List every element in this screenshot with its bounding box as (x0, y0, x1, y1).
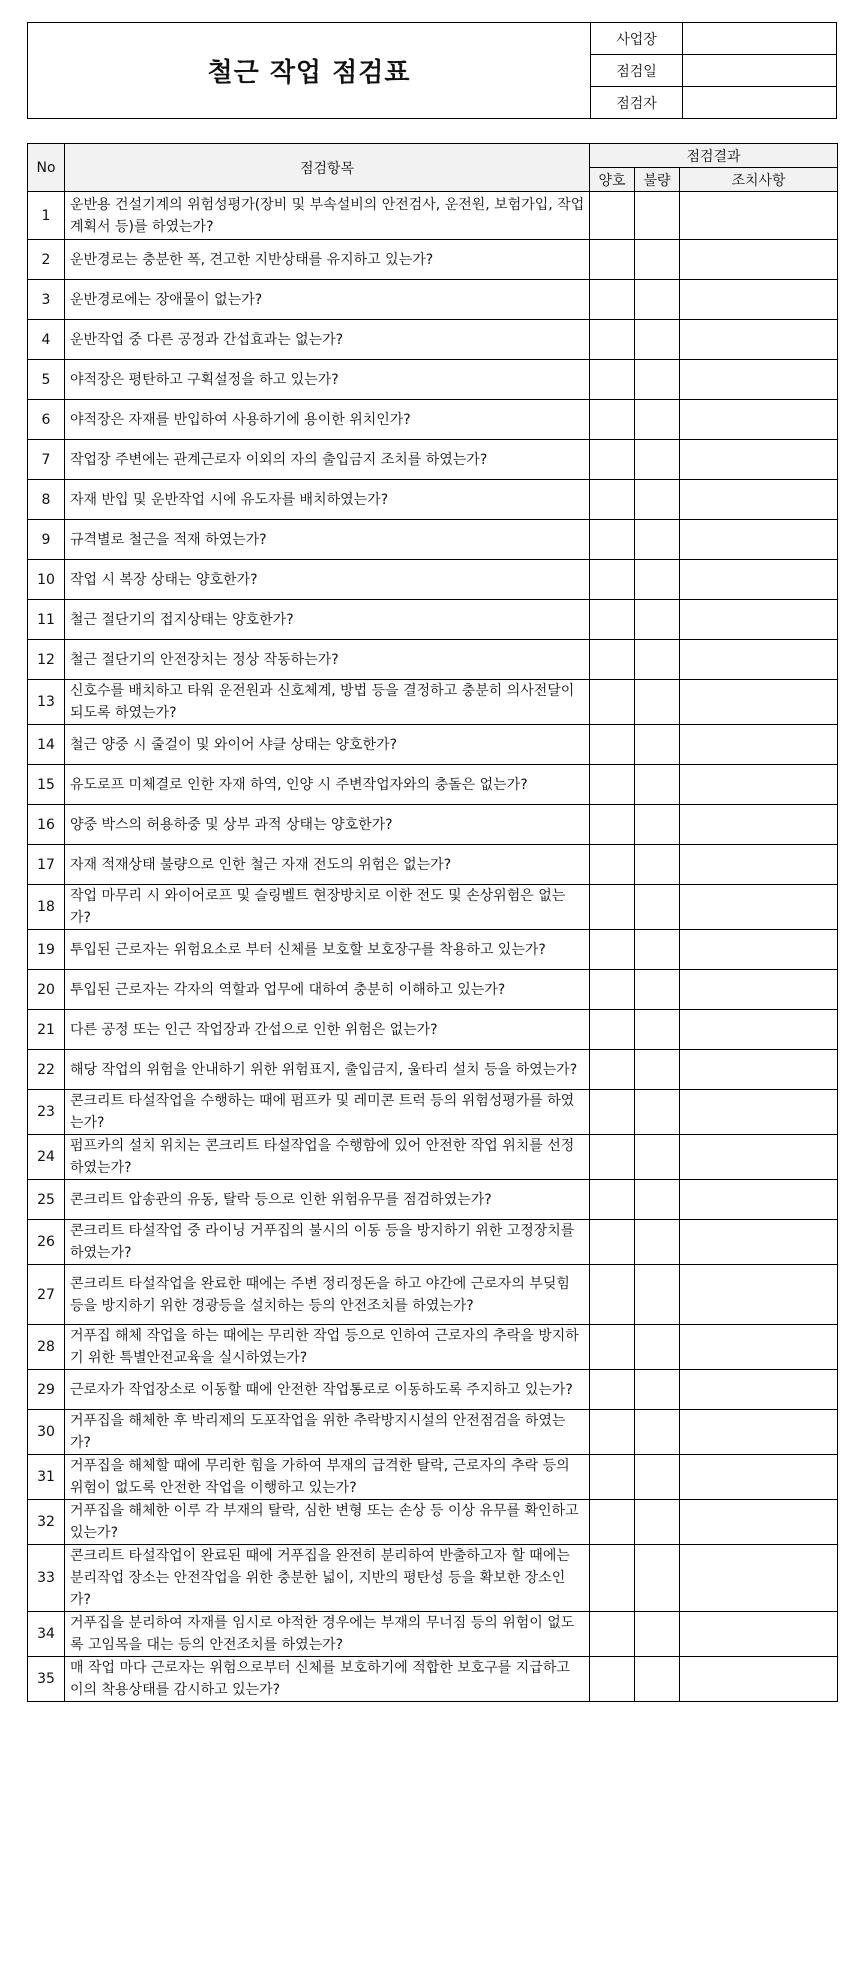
bad-cell[interactable] (635, 640, 680, 680)
document-title: 철근 작업 점검표 (28, 23, 591, 118)
action-cell[interactable] (680, 1090, 838, 1135)
checklist-body (28, 192, 838, 1702)
action-cell[interactable] (680, 400, 838, 440)
good-cell[interactable] (590, 845, 635, 885)
row-check-item: 거푸집을 해체한 이루 각 부재의 탈락, 심한 변형 또는 손상 등 이상 유무를 확인하고 있는가? (65, 1500, 590, 1545)
row-check-item: 야적장은 자재를 반입하여 사용하기에 용이한 위치인가? (65, 400, 590, 440)
good-cell[interactable] (590, 280, 635, 320)
row-check-item: 야적장은 평탄하고 구획설정을 하고 있는가? (65, 360, 590, 400)
action-cell[interactable] (680, 320, 838, 360)
row-check-item: 자재 반입 및 운반작업 시에 유도자를 배치하였는가? (65, 480, 590, 520)
bad-cell[interactable] (635, 1455, 680, 1500)
good-cell[interactable] (590, 360, 635, 400)
header-action: 조치사항 (680, 168, 838, 192)
row-number: 17 (28, 845, 65, 885)
table-row (28, 440, 838, 480)
action-cell[interactable] (680, 600, 838, 640)
action-cell[interactable] (680, 360, 838, 400)
good-cell[interactable] (590, 805, 635, 845)
bad-cell[interactable] (635, 1500, 680, 1545)
good-cell[interactable] (590, 1090, 635, 1135)
row-number: 14 (28, 725, 65, 765)
good-cell[interactable] (590, 1220, 635, 1265)
action-cell[interactable] (680, 1410, 838, 1455)
row-number: 24 (28, 1135, 65, 1180)
meta-row-inspector (591, 87, 836, 118)
action-cell[interactable] (680, 1370, 838, 1410)
row-check-item: 철근 절단기의 안전장치는 정상 작동하는가? (65, 640, 590, 680)
table-row (28, 1010, 838, 1050)
row-number: 1 (28, 192, 65, 240)
action-cell[interactable] (680, 765, 838, 805)
good-cell[interactable] (590, 1265, 635, 1325)
good-cell[interactable] (590, 680, 635, 725)
action-cell[interactable] (680, 680, 838, 725)
bad-cell[interactable] (635, 440, 680, 480)
good-cell[interactable] (590, 1010, 635, 1050)
date-label: 점검일 (591, 55, 683, 86)
row-number: 26 (28, 1220, 65, 1265)
good-cell[interactable] (590, 440, 635, 480)
header-block (27, 22, 837, 119)
action-cell[interactable] (680, 1180, 838, 1220)
bad-cell[interactable] (635, 845, 680, 885)
meta-row-date (591, 55, 836, 87)
action-cell[interactable] (680, 240, 838, 280)
action-cell[interactable] (680, 930, 838, 970)
action-cell[interactable] (680, 885, 838, 930)
row-number: 23 (28, 1090, 65, 1135)
bad-cell[interactable] (635, 970, 680, 1010)
good-cell[interactable] (590, 930, 635, 970)
table-row (28, 1220, 838, 1265)
bad-cell[interactable] (635, 1410, 680, 1455)
bad-cell[interactable] (635, 600, 680, 640)
table-row (28, 192, 838, 240)
row-check-item: 운반작업 중 다른 공정과 간섭효과는 없는가? (65, 320, 590, 360)
table-row (28, 1135, 838, 1180)
bad-cell[interactable] (635, 765, 680, 805)
table-row (28, 600, 838, 640)
bad-cell[interactable] (635, 320, 680, 360)
good-cell[interactable] (590, 1612, 635, 1657)
row-number: 30 (28, 1410, 65, 1455)
table-row (28, 640, 838, 680)
site-value-field[interactable] (683, 23, 836, 54)
row-number: 11 (28, 600, 65, 640)
row-number: 33 (28, 1545, 65, 1612)
row-check-item: 콘크리트 타설작업을 수행하는 때에 펌프카 및 레미콘 트럭 등의 위험성평가를 하였는가? (65, 1090, 590, 1135)
header-result-group: 점검결과 (590, 144, 838, 168)
good-cell[interactable] (590, 1410, 635, 1455)
row-check-item: 콘크리트 타설작업 중 라이닝 거푸집의 불시의 이동 등을 방지하기 위한 고정장치를 하였는가? (65, 1220, 590, 1265)
table-row (28, 1545, 838, 1612)
bad-cell[interactable] (635, 192, 680, 240)
header-no: No (28, 144, 65, 192)
date-value-field[interactable] (683, 55, 836, 86)
action-cell[interactable] (680, 1050, 838, 1090)
table-row (28, 1180, 838, 1220)
inspector-label: 점검자 (591, 87, 683, 118)
table-row (28, 680, 838, 725)
good-cell[interactable] (590, 1135, 635, 1180)
row-check-item: 해당 작업의 위험을 안내하기 위한 위험표지, 출입금지, 울타리 설치 등을 하였는가? (65, 1050, 590, 1090)
bad-cell[interactable] (635, 1657, 680, 1702)
row-number: 16 (28, 805, 65, 845)
action-cell[interactable] (680, 1220, 838, 1265)
action-cell[interactable] (680, 1325, 838, 1370)
table-row (28, 1500, 838, 1545)
good-cell[interactable] (590, 320, 635, 360)
action-cell[interactable] (680, 1500, 838, 1545)
action-cell[interactable] (680, 440, 838, 480)
good-cell[interactable] (590, 640, 635, 680)
good-cell[interactable] (590, 520, 635, 560)
row-number: 19 (28, 930, 65, 970)
row-number: 12 (28, 640, 65, 680)
good-cell[interactable] (590, 400, 635, 440)
action-cell[interactable] (680, 640, 838, 680)
good-cell[interactable] (590, 1325, 635, 1370)
table-row (28, 1410, 838, 1455)
bad-cell[interactable] (635, 725, 680, 765)
action-cell[interactable] (680, 520, 838, 560)
row-number: 9 (28, 520, 65, 560)
row-check-item: 작업장 주변에는 관계근로자 이외의 자의 출입금지 조치를 하였는가? (65, 440, 590, 480)
header-item: 점검항목 (65, 144, 590, 192)
bad-cell[interactable] (635, 805, 680, 845)
row-check-item: 유도로프 미체결로 인한 자재 하역, 인양 시 주변작업자와의 충돌은 없는가? (65, 765, 590, 805)
row-number: 8 (28, 480, 65, 520)
action-cell[interactable] (680, 845, 838, 885)
row-number: 21 (28, 1010, 65, 1050)
row-check-item: 신호수를 배치하고 타워 운전원과 신호체계, 방법 등을 결정하고 충분히 의사전달이 되도록 하였는가? (65, 680, 590, 725)
row-number: 4 (28, 320, 65, 360)
table-row (28, 765, 838, 805)
table-row (28, 1612, 838, 1657)
action-cell[interactable] (680, 560, 838, 600)
table-row (28, 1657, 838, 1702)
action-cell[interactable] (680, 1545, 838, 1612)
table-row (28, 280, 838, 320)
bad-cell[interactable] (635, 280, 680, 320)
row-number: 6 (28, 400, 65, 440)
table-row (28, 845, 838, 885)
row-check-item: 자재 적재상태 불량으로 인한 철근 자재 전도의 위험은 없는가? (65, 845, 590, 885)
table-row (28, 970, 838, 1010)
bad-cell[interactable] (635, 1370, 680, 1410)
table-row (28, 1090, 838, 1135)
good-cell[interactable] (590, 1657, 635, 1702)
good-cell[interactable] (590, 725, 635, 765)
good-cell[interactable] (590, 1180, 635, 1220)
bad-cell[interactable] (635, 1325, 680, 1370)
table-row (28, 320, 838, 360)
row-number: 15 (28, 765, 65, 805)
table-row (28, 885, 838, 930)
row-check-item: 매 작업 마다 근로자는 위험으로부터 신체를 보호하기에 적합한 보호구를 지급하고 이의 착용상태를 감시하고 있는가? (65, 1657, 590, 1702)
bad-cell[interactable] (635, 400, 680, 440)
table-row (28, 360, 838, 400)
bad-cell[interactable] (635, 1050, 680, 1090)
action-cell[interactable] (680, 1135, 838, 1180)
bad-cell[interactable] (635, 1612, 680, 1657)
row-number: 3 (28, 280, 65, 320)
action-cell[interactable] (680, 1455, 838, 1500)
row-check-item: 작업 마무리 시 와이어로프 및 슬링벨트 현장방치로 이한 전도 및 손상위험은 없는가? (65, 885, 590, 930)
row-number: 34 (28, 1612, 65, 1657)
inspector-value-field[interactable] (683, 87, 836, 118)
row-check-item: 운반용 건설기계의 위험성평가(장비 및 부속설비의 안전검사, 운전원, 보험가입, 작업계획서 등)를 하였는가? (65, 192, 590, 240)
action-cell[interactable] (680, 1010, 838, 1050)
row-number: 10 (28, 560, 65, 600)
row-number: 22 (28, 1050, 65, 1090)
row-number: 35 (28, 1657, 65, 1702)
action-cell[interactable] (680, 1657, 838, 1702)
row-check-item: 투입된 근로자는 위험요소로 부터 신체를 보호할 보호장구를 착용하고 있는가? (65, 930, 590, 970)
table-row (28, 480, 838, 520)
bad-cell[interactable] (635, 1135, 680, 1180)
table-row (28, 240, 838, 280)
table-row (28, 930, 838, 970)
row-number: 28 (28, 1325, 65, 1370)
row-number: 25 (28, 1180, 65, 1220)
good-cell[interactable] (590, 1050, 635, 1090)
row-check-item: 운반경로에는 장애물이 없는가? (65, 280, 590, 320)
good-cell[interactable] (590, 192, 635, 240)
row-check-item: 근로자가 작업장소로 이동할 때에 안전한 작업통로로 이동하도록 주지하고 있는가? (65, 1370, 590, 1410)
action-cell[interactable] (680, 280, 838, 320)
action-cell[interactable] (680, 970, 838, 1010)
row-check-item: 철근 절단기의 접지상태는 양호한가? (65, 600, 590, 640)
bad-cell[interactable] (635, 560, 680, 600)
action-cell[interactable] (680, 1612, 838, 1657)
bad-cell[interactable] (635, 1220, 680, 1265)
row-number: 7 (28, 440, 65, 480)
good-cell[interactable] (590, 240, 635, 280)
row-check-item: 콘크리트 압송관의 유동, 탈락 등으로 인한 위험유무를 점검하였는가? (65, 1180, 590, 1220)
row-number: 31 (28, 1455, 65, 1500)
good-cell[interactable] (590, 560, 635, 600)
good-cell[interactable] (590, 1370, 635, 1410)
header-bad: 불량 (635, 168, 680, 192)
row-number: 27 (28, 1265, 65, 1325)
table-row (28, 400, 838, 440)
meta-info (591, 23, 836, 118)
bad-cell[interactable] (635, 680, 680, 725)
bad-cell[interactable] (635, 1090, 680, 1135)
row-check-item: 규격별로 철근을 적재 하였는가? (65, 520, 590, 560)
row-check-item: 거푸집 해체 작업을 하는 때에는 무리한 작업 등으로 인하여 근로자의 추락을 방지하기 위한 특별안전교육을 실시하였는가? (65, 1325, 590, 1370)
action-cell[interactable] (680, 805, 838, 845)
row-check-item: 거푸집을 해체할 때에 무리한 힘을 가하여 부재의 급격한 탈락, 근로자의 추락 등의 위험이 없도록 안전한 작업을 이행하고 있는가? (65, 1455, 590, 1500)
row-number: 20 (28, 970, 65, 1010)
bad-cell[interactable] (635, 1545, 680, 1612)
row-number: 13 (28, 680, 65, 725)
row-check-item: 양중 박스의 허용하중 및 상부 과적 상태는 양호한가? (65, 805, 590, 845)
good-cell[interactable] (590, 600, 635, 640)
bad-cell[interactable] (635, 1180, 680, 1220)
row-check-item: 운반경로는 충분한 폭, 견고한 지반상태를 유지하고 있는가? (65, 240, 590, 280)
good-cell[interactable] (590, 885, 635, 930)
table-row (28, 560, 838, 600)
checklist-table (27, 143, 838, 1702)
row-check-item: 펌프카의 설치 위치는 콘크리트 타설작업을 수행함에 있어 안전한 작업 위치를 선정하였는가? (65, 1135, 590, 1180)
row-check-item: 거푸집을 분리하여 자재를 임시로 야적한 경우에는 부재의 무너짐 등의 위험이 없도록 고임목을 대는 등의 안전조치를 하였는가? (65, 1612, 590, 1657)
bad-cell[interactable] (635, 930, 680, 970)
bad-cell[interactable] (635, 1010, 680, 1050)
row-check-item: 철근 양중 시 줄걸이 및 와이어 샤클 상태는 양호한가? (65, 725, 590, 765)
row-number: 29 (28, 1370, 65, 1410)
row-check-item: 다른 공정 또는 인근 작업장과 간섭으로 인한 위험은 없는가? (65, 1010, 590, 1050)
row-check-item: 투입된 근로자는 각자의 역할과 업무에 대하여 충분히 이해하고 있는가? (65, 970, 590, 1010)
table-row (28, 1455, 838, 1500)
table-row (28, 725, 838, 765)
bad-cell[interactable] (635, 360, 680, 400)
meta-row-site (591, 23, 836, 55)
row-check-item: 콘크리트 타설작업을 완료한 때에는 주변 정리정돈을 하고 야간에 근로자의 부딪힘 등을 방지하기 위한 경광등을 설치하는 등의 안전조치를 하였는가? (65, 1265, 590, 1325)
table-row (28, 1325, 838, 1370)
row-number: 2 (28, 240, 65, 280)
action-cell[interactable] (680, 480, 838, 520)
row-number: 32 (28, 1500, 65, 1545)
good-cell[interactable] (590, 480, 635, 520)
header-good: 양호 (590, 168, 635, 192)
row-check-item: 거푸집을 해체한 후 박리제의 도포작업을 위한 추락방지시설의 안전점검을 하였는가? (65, 1410, 590, 1455)
table-row (28, 1265, 838, 1325)
bad-cell[interactable] (635, 1265, 680, 1325)
good-cell[interactable] (590, 1500, 635, 1545)
row-number: 5 (28, 360, 65, 400)
table-row (28, 520, 838, 560)
good-cell[interactable] (590, 1545, 635, 1612)
action-cell[interactable] (680, 192, 838, 240)
table-row (28, 1050, 838, 1090)
row-check-item: 콘크리트 타설작업이 완료된 때에 거푸집을 완전히 분리하여 반출하고자 할 때에는 분리작업 장소는 안전작업을 위한 충분한 넓이, 지반의 평탄성 등을 확보한 장소인가? (65, 1545, 590, 1612)
bad-cell[interactable] (635, 240, 680, 280)
bad-cell[interactable] (635, 520, 680, 560)
good-cell[interactable] (590, 765, 635, 805)
good-cell[interactable] (590, 970, 635, 1010)
row-check-item: 작업 시 복장 상태는 양호한가? (65, 560, 590, 600)
action-cell[interactable] (680, 725, 838, 765)
bad-cell[interactable] (635, 480, 680, 520)
bad-cell[interactable] (635, 885, 680, 930)
table-row (28, 805, 838, 845)
table-row (28, 1370, 838, 1410)
row-number: 18 (28, 885, 65, 930)
good-cell[interactable] (590, 1455, 635, 1500)
action-cell[interactable] (680, 1265, 838, 1325)
site-label: 사업장 (591, 23, 683, 54)
